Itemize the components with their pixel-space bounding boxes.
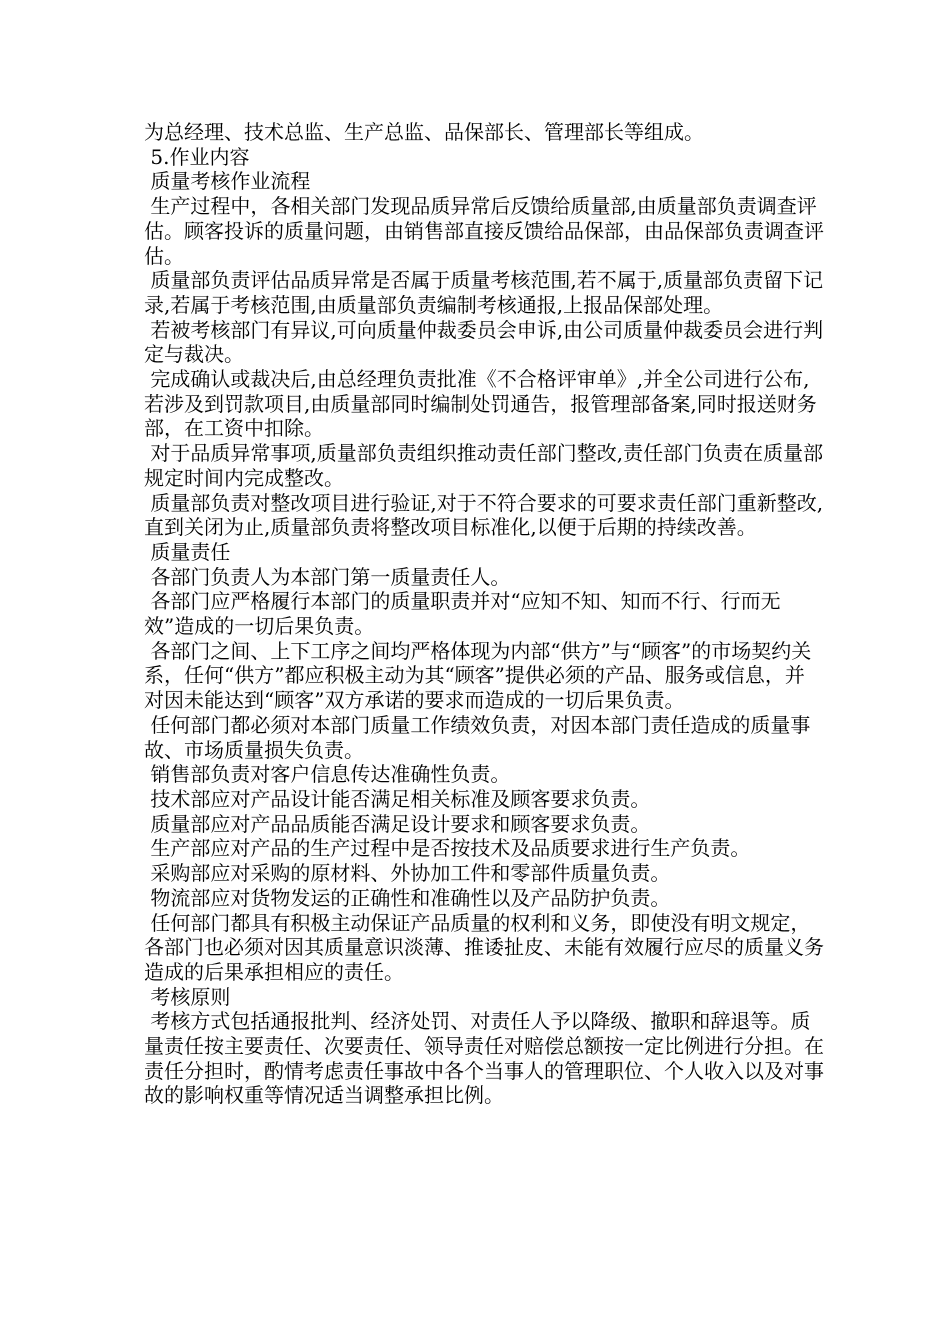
document-body xyxy=(144,120,824,1108)
paragraph-responsibility-duty: 各部门应严格履行本部门的质量职责并对“应知不知、知而不行、行而无效”造成的一切后果负责。 xyxy=(144,589,781,639)
paragraph-process-feedback: 生产过程中，各相关部门发现品质异常后反馈给质量部,由质量部负责调查评估。顾客投诉的质量问题，由销售部直接反馈给品保部，由品保部负责调查评估。 xyxy=(144,194,824,268)
heading-quality-responsibility: 质量责任 xyxy=(144,539,231,564)
paragraph-responsibility-all-departments: 任何部门都具有积极主动保证产品质量的权利和义务，即使没有明文规定，各部门也必须对因其质量意识淡薄、推诿扯皮、未能有效履行应尽的质量义务造成的后果承担相应的责任。 xyxy=(144,910,824,984)
paragraph-responsibility-head: 各部门负责人为本部门第一质量责任人。 xyxy=(144,564,511,589)
paragraph-committee-members: 为总经理、技术总监、生产总监、品保部长、管理部长等组成。 xyxy=(144,120,704,144)
paragraph-responsibility-sales: 销售部负责对客户信息传达准确性负责。 xyxy=(144,762,511,787)
heading-assessment-principles: 考核原则 xyxy=(144,984,231,1009)
paragraph-process-approval: 完成确认或裁决后,由总经理负责批准《不合格评审单》,并全公司进行公布,若涉及到罚款项目,由质量部同时编制处罚通告，报管理部备案,同时报送财务部，在工资中扣除。 xyxy=(144,367,817,441)
paragraph-process-rectification: 对于品质异常事项,质量部负责组织推动责任部门整改,责任部门负责在质量部规定时间内完成整改。 xyxy=(144,441,824,490)
paragraph-responsibility-quality: 质量部应对产品品质能否满足设计要求和顾客要求负责。 xyxy=(144,811,651,836)
heading-assessment-process: 质量考核作业流程 xyxy=(144,169,311,194)
paragraph-process-appeal: 若被考核部门有异议,可向质量仲裁委员会申诉,由公司质量仲裁委员会进行判定与裁决。 xyxy=(144,317,824,367)
paragraph-responsibility-logistics: 物流部应对货物发运的正确性和准确性以及产品防护负责。 xyxy=(144,885,671,910)
paragraph-responsibility-purchasing: 采购部应对采购的原材料、外协加工件和零部件质量负责。 xyxy=(144,861,671,886)
paragraph-assessment-methods: 考核方式包括通报批判、经济处罚、对责任人予以降级、撤职和辞退等。质量责任按主要责任、次要责任、领导责任对赔偿总额按一定比例进行分担。在责任分担时，酌情考虑责任事故中各个当事人的管理职位、个人收入以及对事故的影响权重等情况适当调整承担比例。 xyxy=(144,1009,824,1108)
paragraph-responsibility-supplier-customer: 各部门之间、上下工序之间均严格体现为内部“供方”与“顾客”的市场契约关系，任何“供方”都应积极主动为其“顾客”提供必须的产品、服务或信息，并对因未能达到“顾客”双方承诺的要求而造成的一切后果负责。 xyxy=(144,638,812,713)
paragraph-process-evaluation: 质量部负责评估品质异常是否属于质量考核范围,若不属于,质量部负责留下记录,若属于考核范围,由质量部负责编制考核通报,上报品保部处理。 xyxy=(144,268,824,317)
heading-work-content: 5.作业内容 xyxy=(144,144,250,169)
paragraph-responsibility-performance: 任何部门都必须对本部门质量工作绩效负责，对因本部门责任造成的质量事故、市场质量损失负责。 xyxy=(144,712,811,762)
paragraph-responsibility-production: 生产部应对产品的生产过程中是否按技术及品质要求进行生产负责。 xyxy=(144,836,751,861)
paragraph-process-verification: 质量部负责对整改项目进行验证,对于不符合要求的可要求责任部门重新整改,直到关闭为止,质量部负责将整改项目标准化,以便于后期的持续改善。 xyxy=(144,490,824,540)
paragraph-responsibility-technical: 技术部应对产品设计能否满足相关标准及顾客要求负责。 xyxy=(144,786,651,811)
